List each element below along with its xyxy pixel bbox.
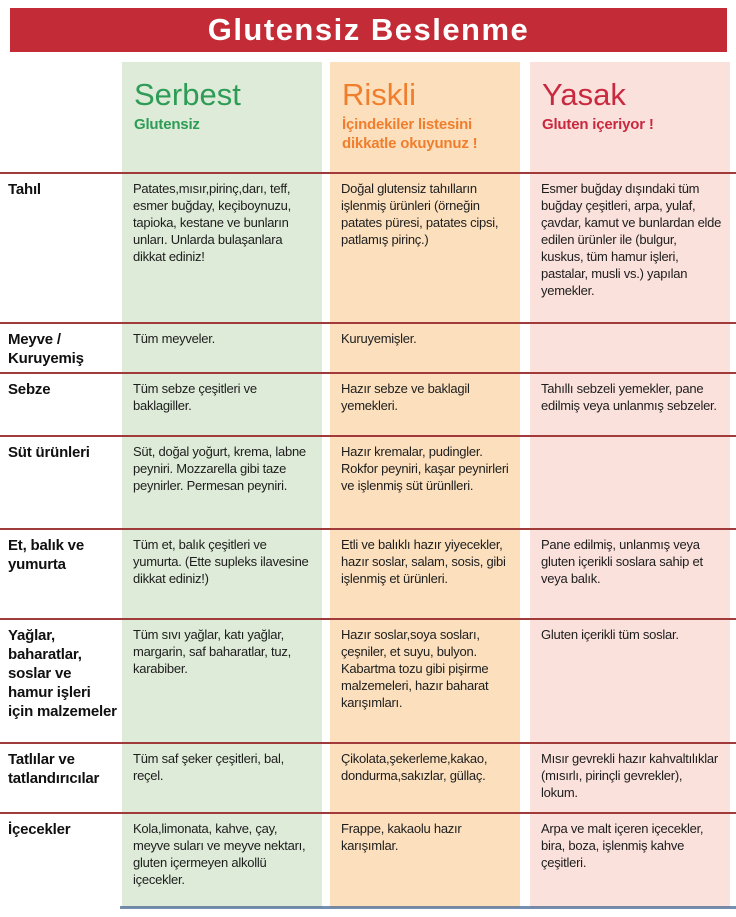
column-header-yasak — [530, 62, 730, 172]
cell-yasak: Arpa ve malt içeren içecekler, bira, boza, işlenmiş kahve çeşitleri. — [541, 821, 704, 870]
cell-riskli: Kuruyemişler. — [341, 331, 417, 346]
cell-riskli: Frappe, kakaolu hazır karışımlar. — [341, 821, 462, 853]
cell-serbest: Tüm meyveler. — [133, 331, 215, 346]
table-row-tatlilar — [0, 742, 736, 812]
cell-serbest: Tüm sıvı yağlar, katı yağlar, margarin, saf baharatlar, tuz, karabiber. — [133, 627, 291, 676]
cell-serbest: Patates,mısır,pirinç,darı, teff, esmer buğday, keçiboynuzu, tapioka, kestane ve bunların unları. Unlarda bulaşanlara dikkat ediniz! — [133, 181, 292, 264]
column-header-riskli — [330, 62, 520, 172]
table-row-et-balik-yumurta — [0, 528, 736, 618]
column-headers — [0, 62, 736, 172]
cell-serbest: Tüm et, balık çeşitleri ve yumurta. (Ette supleks ilavesine dikkat ediniz!) — [133, 537, 309, 586]
cell-yasak: Pane edilmiş, unlanmış veya gluten içerikli soslara sahip et veya balık. — [541, 537, 703, 586]
cell-riskli: Hazır sebze ve baklagil yemekleri. — [341, 381, 470, 413]
table-row-yaglar-baharatlar — [0, 618, 736, 742]
table — [0, 62, 736, 910]
column-header-serbest — [122, 62, 322, 172]
cell-serbest: Tüm sebze çeşitleri ve baklagiller. — [133, 381, 257, 413]
table-row-meyve-kuruyemis — [0, 322, 736, 372]
cell-serbest: Tüm saf şeker çeşitleri, bal, reçel. — [133, 751, 284, 783]
table-row-icecekler — [0, 812, 736, 910]
table-row-sut-urunleri — [0, 435, 736, 528]
row-label: Meyve / Kuruyemiş — [8, 331, 84, 367]
row-label: Tahıl — [8, 181, 41, 198]
cell-yasak: Gluten içerikli tüm soslar. — [541, 627, 679, 642]
row-label: Sebze — [8, 381, 51, 398]
cell-riskli: Hazır kremalar, pudingler. Rokfor peyniri, kaşar peynirleri ve işlenmiş süt ürünlleri. — [341, 444, 509, 493]
row-label: Et, balık ve yumurta — [8, 537, 84, 573]
row-label: İçecekler — [8, 821, 71, 838]
cell-riskli: Çikolata,şekerleme,kakao, dondurma,sakızlar, güllaç. — [341, 751, 488, 783]
column-subtitle: Glutensiz — [134, 116, 200, 133]
cell-serbest: Süt, doğal yoğurt, krema, labne peyniri. Mozzarella gibi taze peynirler. Permesan peyniri. — [133, 444, 306, 493]
column-title: Serbest — [134, 77, 241, 112]
cell-riskli: Etli ve balıklı hazır yiyecekler, hazır soslar, salam, sosis, gibi işlenmiş et ürünleri. — [341, 537, 506, 586]
cell-yasak — [530, 324, 730, 372]
column-subtitle: İçindekiler listesini dikkatle okuyunuz ! — [342, 116, 478, 152]
cell-yasak — [530, 437, 730, 528]
row-label: Yağlar, baharatlar, soslar ve hamur işleri için malzemeler — [8, 627, 117, 720]
cell-yasak: Mısır gevrekli hazır kahvaltılıklar (mısırlı, pirinçli gevrekler), lokum. — [541, 751, 718, 800]
bottom-edge-line — [120, 906, 736, 909]
cell-yasak: Esmer buğday dışındaki tüm buğday çeşitleri, arpa, yulaf, çavdar, kamut ve bunlardan elde edilen ürünler ile (bulgur, kuskus, tüm hamur işleri, pastalar, musli vs.) yapılan yemekler. — [541, 181, 722, 298]
cell-yasak: Tahıllı sebzeli yemekler, pane edilmiş veya unlanmış sebzeler. — [541, 381, 717, 413]
cell-riskli: Doğal glutensiz tahılların işlenmiş ürünleri (örneğin patates püresi, patates cipsi, patlamış pirinç.) — [341, 181, 499, 247]
table-row-sebze — [0, 372, 736, 435]
column-title: Yasak — [542, 77, 626, 112]
table-row-tahil — [0, 172, 736, 322]
cell-serbest: Kola,limonata, kahve, çay, meyve suları ve meyve nektarı, gluten içermeyen alkollü içecekler. — [133, 821, 306, 887]
column-title: Riskli — [342, 77, 417, 112]
row-label: Tatlılar ve tatlandırıcılar — [8, 751, 100, 787]
column-subtitle: Gluten içeriyor ! — [542, 116, 654, 133]
page-title: Glutensiz Beslenme — [207, 12, 530, 47]
row-label: Süt ürünleri — [8, 444, 90, 461]
page-title-banner — [10, 8, 727, 52]
cell-riskli: Hazır soslar,soya sosları, çeşniler, et suyu, bulyon. Kabartma tozu gibi pişirme malzemeleri, hazır baharat karışımları. — [341, 627, 489, 710]
